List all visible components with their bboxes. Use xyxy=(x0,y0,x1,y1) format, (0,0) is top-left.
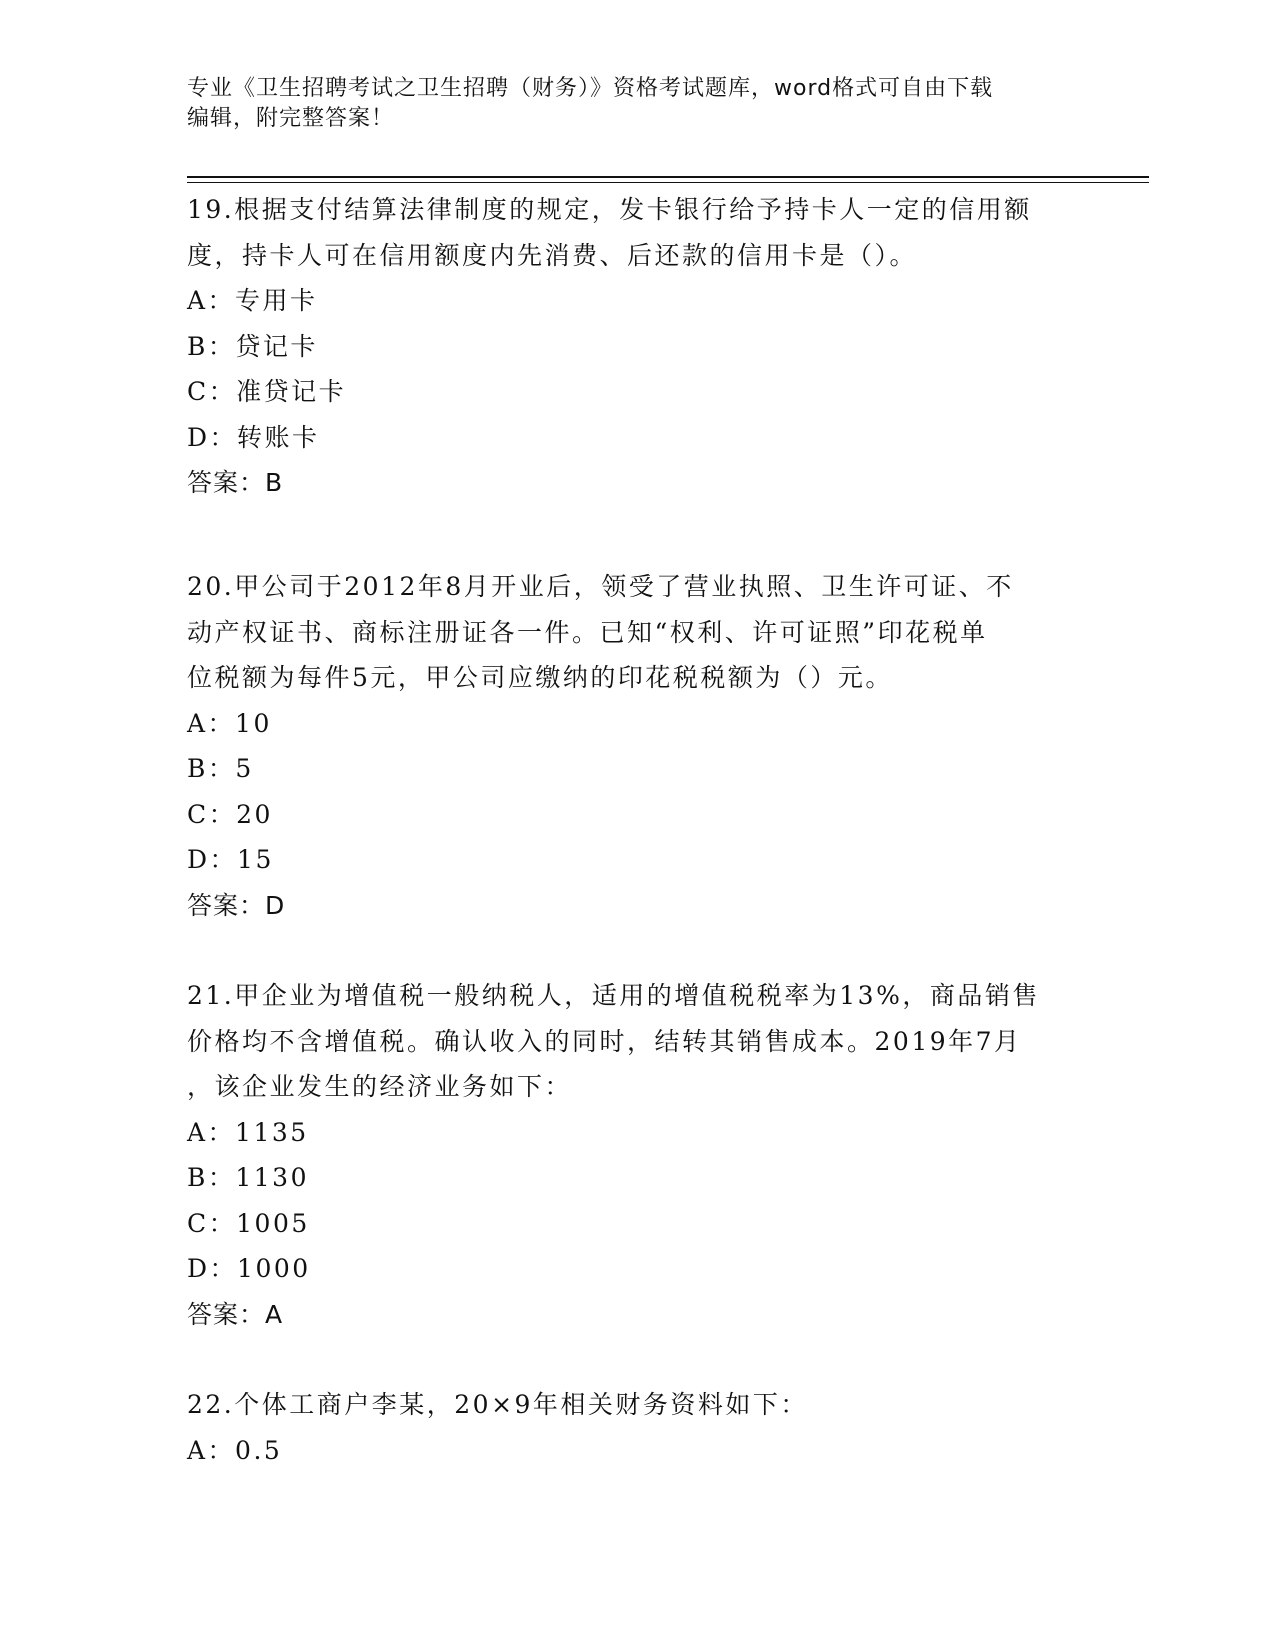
question-21 xyxy=(187,973,1087,1337)
question-21-option-a: A：1135 xyxy=(187,1117,309,1147)
header-rule-thick xyxy=(187,176,1149,178)
question-20-option-b: B：5 xyxy=(187,754,254,783)
question-20-option-c: C：20 xyxy=(187,799,273,829)
question-21-text-line-3: ，该企业发生的经济业务如下： xyxy=(187,1072,573,1101)
question-20-answer: 答案：D xyxy=(187,890,286,920)
question-19-option-c: C：准贷记卡 xyxy=(187,377,347,406)
header-line-1: 专业《卫生招聘考试之卫生招聘（财务）》资格考试题库，word格式可自由下载 xyxy=(187,76,994,101)
question-21-answer: 答案：A xyxy=(187,1299,284,1329)
question-19-answer: 答案：B xyxy=(187,468,284,497)
document-header xyxy=(187,74,1087,134)
header-rule-thin xyxy=(187,182,1149,183)
question-22 xyxy=(187,1382,1087,1473)
question-20 xyxy=(187,564,1087,928)
question-21-option-b: B：1130 xyxy=(187,1163,309,1192)
header-line-2: 编辑，附完整答案！ xyxy=(187,106,395,131)
question-19-text-line-2: 度，持卡人可在信用额度内先消费、后还款的信用卡是（）。 xyxy=(187,240,918,270)
question-19-option-b: B：贷记卡 xyxy=(187,331,318,361)
question-22-text-line-1: 22.个体工商户李某，20×9年相关财务资料如下： xyxy=(187,1390,808,1419)
question-20-text-line-1: 20.甲公司于2012年8月开业后，领受了营业执照、卫生许可证、不 xyxy=(187,572,1014,601)
question-19-text-line-1: 19.根据支付结算法律制度的规定，发卡银行给予持卡人一定的信用额 xyxy=(187,195,1032,224)
question-19-option-d: D：转账卡 xyxy=(187,422,320,452)
question-20-option-a: A：10 xyxy=(187,708,272,738)
question-20-text-line-2: 动产权证书、商标注册证各一件。已知“权利、许可证照”印花税单 xyxy=(187,617,988,647)
question-19 xyxy=(187,187,1087,506)
question-22-option-a: A：0.5 xyxy=(187,1435,283,1465)
question-20-text-line-3: 位税额为每件5元，甲公司应缴纳的印花税税额为（）元。 xyxy=(187,663,893,692)
question-21-option-c: C：1005 xyxy=(187,1208,310,1238)
question-20-option-d: D：15 xyxy=(187,845,274,874)
question-19-option-a: A：专用卡 xyxy=(187,286,318,315)
question-21-text-line-1: 21.甲企业为增值税一般纳税人，适用的增值税税率为13%，商品销售 xyxy=(187,981,1040,1010)
question-21-option-d: D：1000 xyxy=(187,1254,311,1283)
question-21-text-line-2: 价格均不含增值税。确认收入的同时，结转其销售成本。2019年7月 xyxy=(187,1026,1022,1056)
